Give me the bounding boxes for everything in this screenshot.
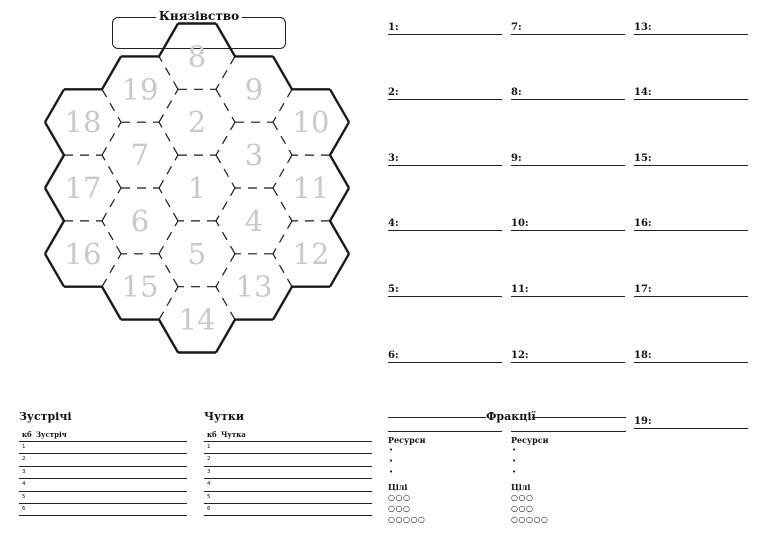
faction-bullet[interactable]: • [512, 457, 517, 465]
note-slot-label: 3: [388, 153, 399, 164]
faction-goal-track[interactable]: ○○○ [511, 493, 534, 502]
hex-number[interactable]: 19 [121, 72, 159, 107]
hex-inner-edge [273, 122, 292, 155]
hex-outline-edge [330, 254, 349, 287]
encounters-name-header: Зустріч [36, 430, 67, 439]
faction-goals-label: Цілі [388, 482, 408, 492]
faction-goal-track[interactable]: ○○○ [388, 504, 411, 513]
hex-outline-edge [45, 122, 64, 155]
note-slot[interactable] [388, 278, 502, 297]
hex-number[interactable]: 5 [187, 236, 207, 271]
encounter-row[interactable]: 5 [19, 492, 187, 504]
rumors-title: Чутки [204, 410, 245, 423]
rumor-row[interactable]: 3 [204, 467, 372, 479]
hex-inner-edge [273, 155, 292, 188]
hex-number[interactable]: 18 [64, 105, 102, 140]
encounters-header [19, 429, 187, 442]
hex-outline-edge [273, 56, 292, 89]
factions-divider-right [532, 417, 626, 418]
hex-number[interactable]: 12 [292, 236, 330, 271]
note-slot[interactable] [511, 16, 625, 35]
note-slot[interactable] [634, 344, 748, 363]
hex-number[interactable]: 7 [130, 138, 150, 173]
note-slot-label: 2: [388, 87, 399, 98]
hex-inner-edge [102, 254, 121, 287]
note-slot-label: 11: [511, 284, 529, 295]
faction-resources-label: Ресурси [388, 435, 426, 445]
hex-inner-edge [216, 254, 235, 287]
note-slot[interactable] [388, 81, 502, 100]
encounter-row[interactable]: 4 [19, 479, 187, 491]
note-slot-label: 5: [388, 284, 399, 295]
note-slot-label: 12: [511, 350, 529, 361]
rumors-die-header: кб [207, 430, 217, 439]
hex-number[interactable]: 1 [187, 171, 207, 205]
encounters-title: Зустрічі [19, 410, 72, 423]
note-slot-label: 13: [634, 22, 652, 33]
hex-number[interactable]: 8 [187, 39, 207, 74]
faction-bullet[interactable]: • [389, 468, 394, 476]
hex-inner-edge [216, 122, 235, 155]
encounter-row[interactable]: 1 [19, 442, 187, 454]
rumors-header [204, 429, 372, 442]
note-slot-label: 19: [634, 416, 652, 427]
note-slot-label: 8: [511, 87, 522, 98]
hex-number[interactable]: 11 [292, 171, 330, 205]
hex-inner-edge [159, 89, 178, 122]
note-slot-label: 9: [511, 153, 522, 164]
note-slot-label: 7: [511, 22, 522, 33]
hex-outline-edge [45, 254, 64, 287]
note-slot[interactable] [634, 278, 748, 297]
hex-outline-edge [45, 221, 64, 254]
hex-outline-edge [330, 221, 349, 254]
hex-outline-edge [273, 287, 292, 320]
hex-number[interactable]: 3 [244, 138, 264, 173]
note-slot[interactable] [511, 147, 625, 166]
rumors-name-header: Чутка [221, 430, 246, 439]
encounter-row[interactable]: 2 [19, 454, 187, 466]
hex-number[interactable]: 2 [187, 105, 207, 140]
hex-inner-edge [159, 221, 178, 254]
hex-inner-edge [102, 188, 121, 221]
hex-outline-edge [216, 320, 235, 353]
hex-outline-edge [330, 188, 349, 221]
faction-column-2 [511, 435, 625, 525]
hex-outline-edge [45, 155, 64, 188]
encounter-row[interactable]: 6 [19, 504, 187, 516]
hex-outline-edge [330, 122, 349, 155]
hex-inner-edge [216, 155, 235, 188]
hex-outline-edge [159, 320, 178, 353]
hex-inner-edge [273, 89, 292, 122]
factions-underline-left [388, 431, 502, 432]
note-slot[interactable] [634, 410, 748, 429]
faction-resources-label: Ресурси [511, 435, 549, 445]
note-slot[interactable] [511, 212, 625, 231]
hex-map [40, 39, 365, 370]
note-slot-label: 4: [388, 218, 399, 229]
note-slot-label: 16: [634, 218, 652, 229]
principality-title: Князівство [156, 9, 242, 23]
hex-number[interactable]: 14 [178, 302, 216, 337]
hex-inner-edge [216, 89, 235, 122]
hex-inner-edge [273, 188, 292, 221]
note-slot-label: 6: [388, 350, 399, 361]
hex-inner-edge [159, 188, 178, 221]
hex-number[interactable]: 17 [64, 171, 102, 205]
hex-number[interactable]: 6 [130, 203, 150, 238]
hex-inner-edge [216, 287, 235, 320]
note-slot-label: 14: [634, 87, 652, 98]
hex-inner-edge [159, 287, 178, 320]
note-slot[interactable] [634, 212, 748, 231]
hex-number[interactable]: 16 [64, 236, 102, 271]
factions-underline-right [511, 431, 626, 432]
faction-column-1 [388, 435, 502, 525]
note-slot[interactable] [511, 278, 625, 297]
hex-inner-edge [159, 122, 178, 155]
hex-outline-edge [45, 188, 64, 221]
faction-bullet[interactable]: • [389, 457, 394, 465]
faction-bullet[interactable]: • [512, 446, 517, 454]
hex-inner-edge [102, 122, 121, 155]
rumor-row[interactable]: 6 [204, 504, 372, 516]
hex-inner-edge [102, 89, 121, 122]
faction-goal-track[interactable]: ○○○ [511, 504, 534, 513]
hex-inner-edge [273, 254, 292, 287]
hex-inner-edge [216, 56, 235, 89]
rumor-row[interactable]: 5 [204, 492, 372, 504]
rumors-table [204, 410, 372, 516]
rumor-row[interactable]: 1 [204, 442, 372, 454]
hex-outline-edge [330, 89, 349, 122]
note-slot[interactable] [388, 147, 502, 166]
encounters-die-header: кб [22, 430, 32, 439]
note-slot[interactable] [388, 16, 502, 35]
faction-goals-label: Цілі [511, 482, 531, 492]
faction-goal-track[interactable]: ○○○ [388, 493, 411, 502]
hex-number[interactable]: 10 [292, 105, 330, 140]
note-slot[interactable] [634, 16, 748, 35]
faction-bullet[interactable]: • [512, 468, 517, 476]
hex-number[interactable]: 9 [244, 72, 264, 107]
faction-goal-track[interactable]: ○○○○○ [511, 515, 549, 524]
rumor-row[interactable]: 4 [204, 479, 372, 491]
hex-outline-edge [102, 56, 121, 89]
encounters-table [19, 410, 187, 516]
hex-inner-edge [216, 221, 235, 254]
note-slot-label: 15: [634, 153, 652, 164]
hex-inner-edge [216, 188, 235, 221]
note-slot-label: 17: [634, 284, 652, 295]
hex-inner-edge [102, 221, 121, 254]
note-slot[interactable] [634, 147, 748, 166]
note-slot[interactable] [634, 81, 748, 100]
hex-outline-edge [330, 155, 349, 188]
note-slot[interactable] [388, 344, 502, 363]
note-slot[interactable] [388, 212, 502, 231]
faction-goal-track[interactable]: ○○○○○ [388, 515, 426, 524]
hex-inner-edge [102, 155, 121, 188]
note-slot-label: 1: [388, 22, 399, 33]
faction-bullet[interactable]: • [389, 446, 394, 454]
note-slot[interactable] [511, 344, 625, 363]
note-slot-label: 10: [511, 218, 529, 229]
factions-title: Фракції [486, 410, 536, 423]
hex-inner-edge [159, 254, 178, 287]
encounter-row[interactable]: 3 [19, 467, 187, 479]
hex-number[interactable]: 15 [121, 269, 159, 304]
rumor-row[interactable]: 2 [204, 454, 372, 466]
hex-number[interactable]: 13 [235, 269, 273, 304]
hex-outline-edge [102, 287, 121, 320]
note-slot[interactable] [511, 81, 625, 100]
note-slot-label: 18: [634, 350, 652, 361]
hex-outline-edge [45, 89, 64, 122]
hex-inner-edge [159, 56, 178, 89]
hex-number[interactable]: 4 [244, 203, 264, 238]
factions-divider-left [388, 417, 486, 418]
hex-inner-edge [273, 221, 292, 254]
hex-inner-edge [159, 155, 178, 188]
